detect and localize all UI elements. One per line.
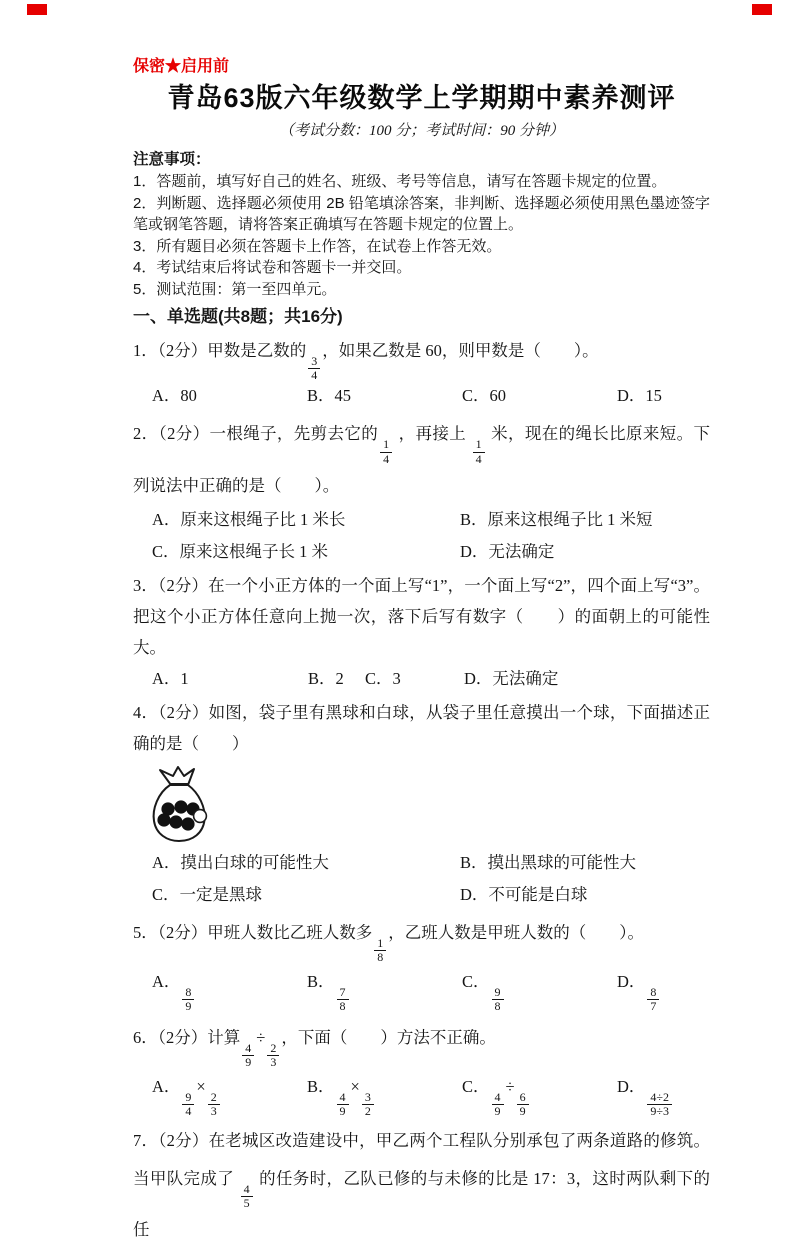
option-d: D．无法确定	[464, 668, 559, 688]
fraction: $\frac{9}{4}$	[182, 1091, 194, 1118]
question-5	[133, 913, 710, 1014]
black-ball	[174, 800, 187, 813]
black-ball	[157, 813, 170, 826]
black-ball	[169, 815, 182, 828]
fraction: $\frac{1}{4}$	[380, 438, 392, 465]
note-item: 1．答题前，填写好自己的姓名、班级、考号等信息，请写在答题卡规定的位置。	[133, 173, 667, 190]
option-a: A． $\frac{8}{9}$	[152, 964, 307, 1013]
option-a: A． $\frac{9}{4}$ × $\frac{2}{3}$	[152, 1069, 307, 1118]
option-d: D．15	[617, 386, 662, 406]
white-ball	[194, 809, 207, 822]
option-d: D．不可能是白球	[460, 884, 588, 904]
option-a: A．原来这根绳子比 1 米长	[152, 509, 346, 529]
question-7	[133, 1122, 710, 1248]
question-4-stem: 4．（2分）如图，袋子里有黑球和白球，从袋子里任意摸出一个球，下面描述正确的是（ ）	[133, 702, 710, 753]
note-item: 5．测试范围：第一至四单元。	[133, 280, 337, 298]
section-title-single-choice: 一、单选题(共8题；共16分)	[133, 307, 343, 326]
page-title: 青岛63版六年级数学上学期期中素养测评	[167, 83, 676, 113]
fraction: $\frac{4}{9}$	[242, 1042, 254, 1069]
option-b: B．45	[307, 386, 352, 406]
option-b: B．摸出黑球的可能性大	[460, 852, 637, 872]
fraction: $\frac{6}{9}$	[517, 1091, 529, 1118]
question-6	[133, 1018, 710, 1119]
question-4-figure	[147, 765, 710, 845]
question-2-options-row-2	[133, 538, 710, 566]
option-a: A．摸出白球的可能性大	[152, 852, 329, 872]
secret-label: 保密★启用前	[133, 58, 230, 75]
note-item: 4．考试结束后将试卷和答题卡一并交回。	[133, 259, 412, 276]
question-6-stem: 6．（2分）计算 $\frac{4}{9}$ ÷ $\frac{2}{3}$ ，下面（ ）方法不正确。	[133, 1027, 496, 1069]
fraction: $\frac{8}{9}$	[182, 986, 194, 1013]
question-2-stem: 2．（2分）一根绳子，先剪去它的 $\frac{1}{4}$ ，再接上 $\frac{1}{4}$ 米，现在的绳长比原来短。下列说法中正确的是（ ）。	[133, 424, 711, 495]
option-b: B．原来这根绳子比 1 米短	[460, 509, 653, 529]
corner-mark-right	[752, 4, 772, 15]
fraction: $\frac{9}{8}$	[492, 986, 504, 1013]
fraction: $\frac{8}{7}$	[647, 986, 659, 1013]
black-ball	[181, 817, 194, 830]
option-c: C． $\frac{9}{8}$	[462, 964, 617, 1013]
fraction: $\frac{3}{4}$	[308, 355, 320, 382]
option-a: A．80	[152, 386, 197, 406]
fraction: $\frac{4\div 2}{9\div 3}$	[647, 1091, 672, 1118]
fraction: $\frac{1}{8}$	[374, 937, 386, 964]
question-2	[133, 414, 710, 565]
notes-heading: 注意事项：	[133, 151, 211, 168]
option-b: B． $\frac{7}{8}$	[307, 964, 462, 1013]
fraction: $\frac{4}{9}$	[337, 1091, 349, 1118]
exam-notes	[133, 149, 710, 300]
question-4	[133, 697, 710, 909]
fraction: $\frac{1}{4}$	[473, 438, 485, 465]
option-b: B．2	[308, 668, 344, 688]
question-2-options-row-1	[133, 506, 710, 534]
option-d: D． $\frac{4\div 2}{9\div 3}$	[617, 1069, 674, 1118]
question-5-stem: 5．（2分）甲班人数比乙班人数多 $\frac{1}{8}$ ，乙班人数是甲班人数的（ ）。	[133, 922, 644, 964]
fraction: $\frac{2}{3}$	[208, 1091, 220, 1118]
option-c: C．60	[462, 386, 507, 406]
question-6-options	[133, 1069, 710, 1118]
option-d: D． $\frac{8}{7}$	[617, 964, 661, 1013]
question-7-stem: 7．（2分）在老城区改造建设中，甲乙两个工程队分别承包了两条道路的修筑。当甲队完成了 $\frac{4}{5}$ 的任务时，乙队已修的与未修的比是 17：3，这时两队剩下的任	[133, 1131, 711, 1239]
exam-score-time-subtitle: （考试分数：100 分；考试时间：90 分钟）	[278, 123, 564, 139]
option-c: C．3	[365, 668, 401, 688]
note-item: 3．所有题目必须在答题卡上作答，在试卷上作答无效。	[133, 237, 502, 255]
fraction: $\frac{7}{8}$	[337, 986, 349, 1013]
question-1	[133, 331, 710, 410]
question-4-options-row-2	[133, 881, 710, 909]
corner-mark-left	[27, 4, 47, 15]
fraction: $\frac{2}{3}$	[267, 1042, 279, 1069]
fraction: $\frac{4}{5}$	[241, 1183, 253, 1210]
question-3-options	[133, 665, 710, 693]
bag-of-balls-image	[147, 765, 211, 845]
option-d: D．无法确定	[460, 541, 555, 561]
option-c: C． $\frac{4}{9}$ ÷ $\frac{6}{9}$	[462, 1069, 617, 1118]
question-4-options-row-1	[133, 849, 710, 877]
fraction: $\frac{3}{2}$	[362, 1091, 374, 1118]
option-b: B． $\frac{4}{9}$ × $\frac{3}{2}$	[307, 1069, 462, 1118]
question-3-stem: 3．（2分）在一个小正方体的一个面上写“1”，一个面上写“2”，四个面上写“3”。把这个小正方体任意向上抛一次，落下后写有数字（ ）的面朝上的可能性大。	[133, 575, 710, 657]
option-a: A．1	[152, 668, 189, 688]
question-5-options	[133, 964, 710, 1013]
bag-knot	[160, 767, 194, 785]
fraction: $\frac{4}{9}$	[492, 1091, 504, 1118]
option-c: C．一定是黑球	[152, 884, 263, 904]
question-1-stem: 1．（2分）甲数是乙数的 $\frac{3}{4}$ ，如果乙数是 60，则甲数是（ ）。	[133, 341, 599, 383]
option-c: C．原来这根绳子长 1 米	[152, 541, 329, 561]
question-3	[133, 570, 710, 693]
note-item: 2．判断题、选择题必须使用 2B 铅笔填涂答案，非判断、选择题必须使用黑色墨迹签字笔或钢笔答题，请将答案正确填写在答题卡规定的位置上。	[133, 194, 710, 233]
question-1-options	[133, 382, 710, 410]
